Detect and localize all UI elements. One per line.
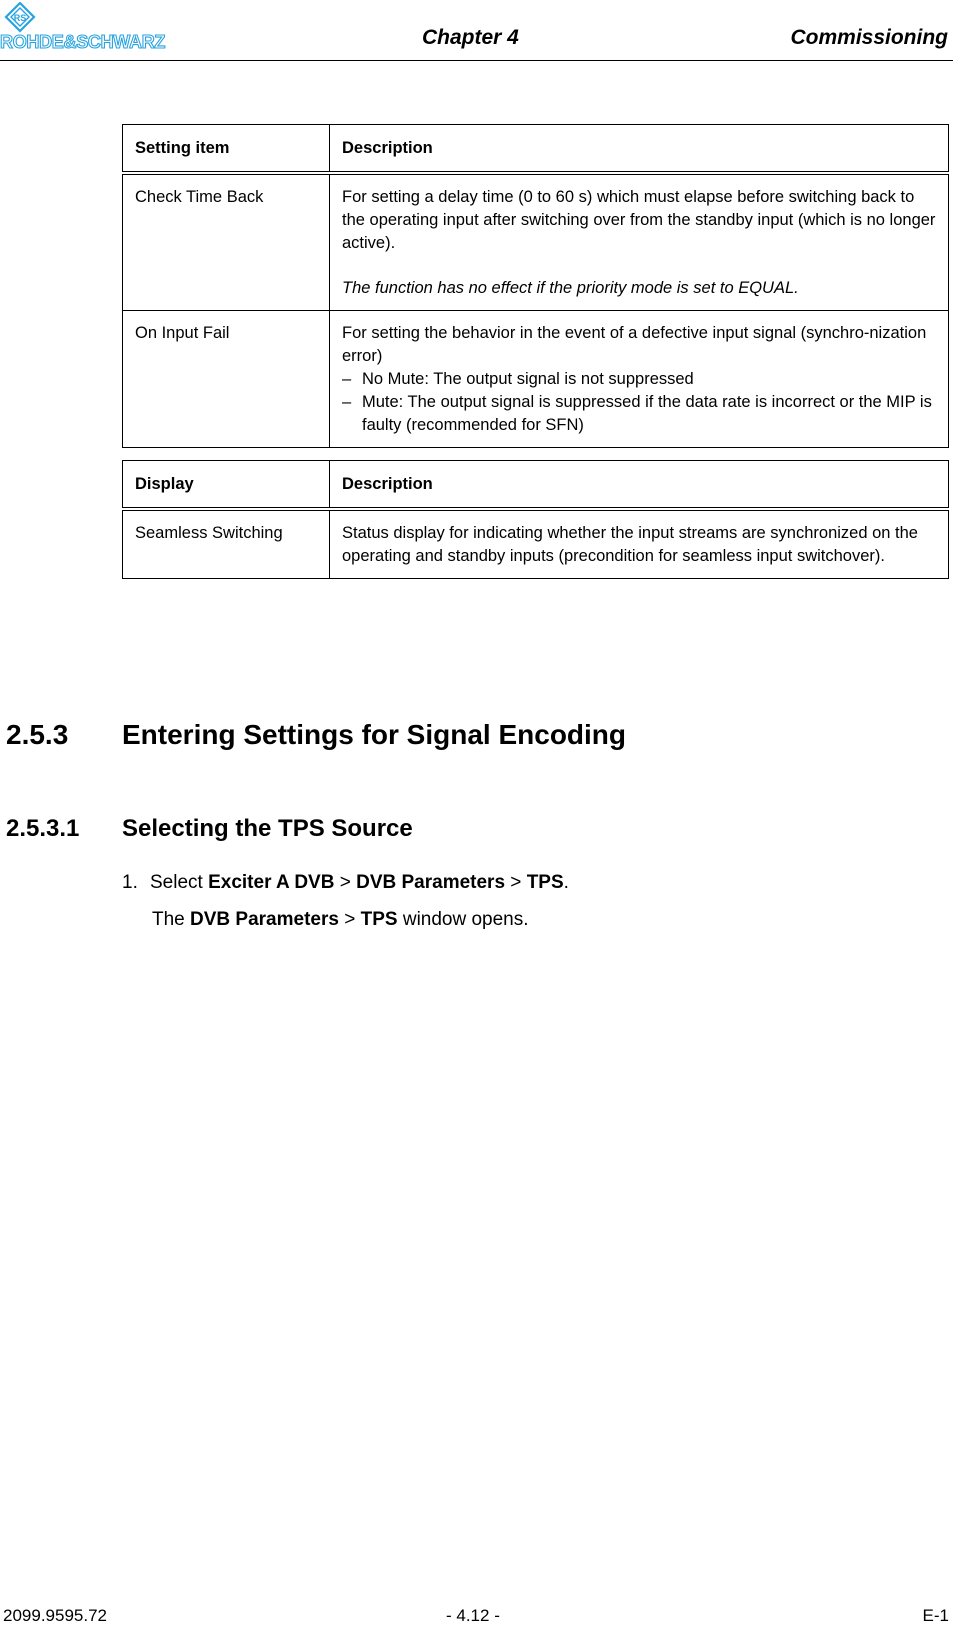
setting-item-description — [330, 311, 949, 448]
section-title: Entering Settings for Signal Encoding — [122, 719, 627, 750]
header-divider — [0, 60, 953, 61]
bullet-text: Mute: The output signal is suppressed if the data rate is incorrect or the MIP is faulty (recommended for SFN) — [362, 393, 932, 434]
svg-text:RS: RS — [13, 13, 27, 23]
subsection-title: Selecting the TPS Source — [122, 815, 413, 842]
company-logo — [0, 2, 230, 52]
subsection-heading — [6, 815, 413, 843]
subsection-number: 2.5.3.1 — [6, 815, 80, 842]
bullet-item: – Mute: The output signal is suppressed if the data rate is incorrect or the MIP is faulty (recommended for SFN) — [342, 393, 932, 434]
header-chapter: Chapter 4 — [422, 26, 519, 49]
menu-path-exciter: Exciter A DVB — [208, 872, 335, 893]
display-item-name: Seamless Switching — [123, 509, 330, 579]
column-header-display: Display — [123, 461, 330, 510]
display-table — [122, 460, 949, 579]
column-header-description: Description — [330, 461, 949, 510]
menu-path-tps: TPS — [526, 872, 564, 893]
step-result — [152, 909, 529, 931]
table-header-row — [123, 461, 949, 510]
section-number: 2.5.3 — [6, 719, 69, 750]
column-header-setting-item: Setting item — [123, 125, 330, 174]
section-heading — [6, 719, 626, 751]
column-header-description: Description — [330, 125, 949, 174]
bullet-text: No Mute: The output signal is not suppressed — [362, 370, 694, 388]
bullet-item: – No Mute: The output signal is not suppressed — [342, 370, 694, 388]
description-text: For setting the behavior in the event of a defective input signal (synchro-nization error) — [342, 324, 927, 365]
setting-item-description — [330, 173, 949, 311]
table-row — [123, 509, 949, 579]
window-path-dvb-parameters: DVB Parameters — [190, 909, 339, 930]
step-prefix: Select — [150, 872, 209, 893]
setting-item-name: Check Time Back — [123, 173, 330, 311]
window-path-tps: TPS — [360, 909, 398, 930]
rohde-schwarz-diamond-icon — [0, 2, 40, 34]
display-item-description — [330, 509, 949, 579]
table-header-row — [123, 125, 949, 174]
path-separator: > — [505, 872, 527, 893]
table-row — [123, 311, 949, 448]
step-number: 1. — [122, 872, 138, 893]
settings-table — [122, 124, 949, 448]
page-header — [0, 0, 953, 62]
setting-item-name: On Input Fail — [123, 311, 330, 448]
table-row — [123, 173, 949, 311]
path-separator: > — [334, 872, 357, 893]
description-note: The function has no effect if the priority mode is set to EQUAL. — [342, 279, 799, 297]
procedure-step — [122, 872, 569, 894]
logo-text: ROHDE&SCHWARZ — [0, 32, 166, 52]
page-number: - 4.12 - — [446, 1606, 500, 1625]
result-suffix: window opens. — [397, 909, 529, 930]
document-number: 2099.9595.72 — [3, 1606, 107, 1625]
step-suffix: . — [563, 872, 569, 893]
header-section: Commissioning — [790, 26, 948, 49]
menu-path-dvb-parameters: DVB Parameters — [356, 872, 506, 893]
result-prefix: The — [152, 909, 191, 930]
path-separator: > — [338, 909, 361, 930]
description-text: Status display for indicating whether the input streams are synchronized on the operating and standby inputs (precondition for seamless input switchover). — [342, 524, 918, 565]
description-text: For setting a delay time (0 to 60 s) which must elapse before switching back to the operating input after switching over from the standby input (which is no longer active). — [342, 188, 936, 252]
page-footer — [0, 1602, 953, 1629]
edition-label: E-1 — [922, 1606, 949, 1625]
